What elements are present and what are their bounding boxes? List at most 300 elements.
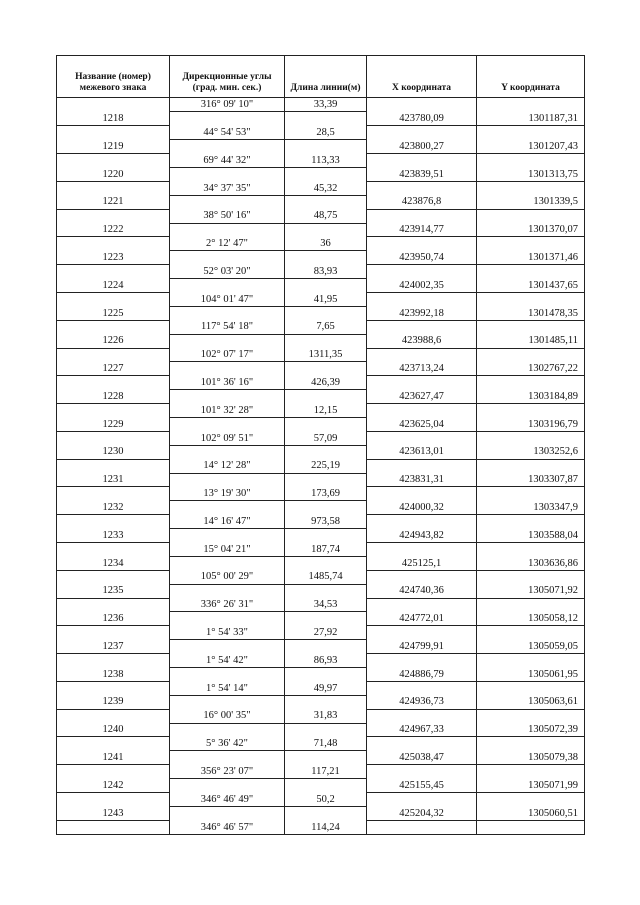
length-cell [285, 167, 367, 181]
y-cell: 1305071,92 [477, 584, 585, 598]
x-cell: 423627,47 [367, 390, 477, 404]
angle-cell [170, 473, 285, 487]
name-cell: 1237 [57, 640, 170, 654]
name-cell: 1238 [57, 668, 170, 682]
x-cell [367, 681, 477, 695]
name-cell: 1226 [57, 334, 170, 348]
name-cell [57, 348, 170, 362]
name-cell [57, 209, 170, 223]
angle-cell [170, 529, 285, 543]
name-cell: 1230 [57, 445, 170, 459]
length-cell [285, 334, 367, 348]
x-cell: 423988,6 [367, 334, 477, 348]
length-cell: 36 [285, 237, 367, 251]
x-cell [367, 404, 477, 418]
segment-row [57, 487, 585, 501]
y-cell [477, 431, 585, 445]
boundary-coordinates-table [56, 55, 585, 835]
y-cell [477, 376, 585, 390]
y-cell: 1303636,86 [477, 556, 585, 570]
length-cell: 33,39 [285, 98, 367, 112]
point-row [57, 306, 585, 320]
x-cell: 424967,33 [367, 723, 477, 737]
y-cell [477, 154, 585, 168]
name-cell: 1228 [57, 390, 170, 404]
name-cell [57, 820, 170, 834]
point-row [57, 695, 585, 709]
y-cell: 1301187,31 [477, 112, 585, 126]
name-cell [57, 154, 170, 168]
y-cell: 1303588,04 [477, 529, 585, 543]
name-cell [57, 709, 170, 723]
point-row [57, 640, 585, 654]
segment-row [57, 654, 585, 668]
segment-row [57, 515, 585, 529]
angle-cell [170, 195, 285, 209]
angle-cell [170, 334, 285, 348]
name-cell: 1222 [57, 223, 170, 237]
name-cell [57, 431, 170, 445]
x-cell [367, 765, 477, 779]
point-row [57, 584, 585, 598]
name-cell [57, 126, 170, 140]
y-cell: 1305059,05 [477, 640, 585, 654]
segment-row [57, 126, 585, 140]
segment-row [57, 626, 585, 640]
name-cell: 1242 [57, 779, 170, 793]
length-cell [285, 251, 367, 265]
x-cell [367, 487, 477, 501]
angle-cell [170, 723, 285, 737]
angle-cell: 316° 09' 10" [170, 98, 285, 112]
x-cell [367, 543, 477, 557]
x-cell [367, 320, 477, 334]
name-cell: 1218 [57, 112, 170, 126]
y-cell [477, 320, 585, 334]
y-cell [477, 98, 585, 112]
point-row [57, 723, 585, 737]
x-cell: 423914,77 [367, 223, 477, 237]
y-cell: 1305060,51 [477, 806, 585, 820]
name-cell [57, 598, 170, 612]
angle-cell: 69° 44' 32" [170, 154, 285, 168]
name-cell: 1225 [57, 306, 170, 320]
x-cell: 424936,73 [367, 695, 477, 709]
angle-cell: 14° 16' 47" [170, 515, 285, 529]
segment-row [57, 709, 585, 723]
length-cell [285, 779, 367, 793]
angle-cell: 101° 36' 16" [170, 376, 285, 390]
x-cell: 423713,24 [367, 362, 477, 376]
y-cell [477, 265, 585, 279]
angle-cell: 117° 54' 18" [170, 320, 285, 334]
angle-cell: 44° 54' 53" [170, 126, 285, 140]
length-cell: 34,53 [285, 598, 367, 612]
angle-cell: 52° 03' 20" [170, 265, 285, 279]
y-cell [477, 598, 585, 612]
angle-cell [170, 306, 285, 320]
length-cell [285, 445, 367, 459]
segment-row [57, 376, 585, 390]
x-cell: 425125,1 [367, 556, 477, 570]
x-cell: 423992,18 [367, 306, 477, 320]
name-cell: 1219 [57, 140, 170, 154]
x-cell: 424886,79 [367, 668, 477, 682]
y-cell [477, 793, 585, 807]
angle-cell: 101° 32' 28" [170, 404, 285, 418]
y-cell [477, 348, 585, 362]
length-cell: 50,2 [285, 793, 367, 807]
name-cell [57, 793, 170, 807]
length-cell: 225,19 [285, 459, 367, 473]
name-cell: 1240 [57, 723, 170, 737]
name-cell [57, 265, 170, 279]
point-row [57, 417, 585, 431]
length-cell: 1311,35 [285, 348, 367, 362]
name-cell [57, 626, 170, 640]
length-cell: 12,15 [285, 404, 367, 418]
length-cell [285, 195, 367, 209]
name-cell [57, 515, 170, 529]
angle-cell [170, 279, 285, 293]
angle-cell [170, 167, 285, 181]
y-cell: 1301437,65 [477, 279, 585, 293]
point-row [57, 445, 585, 459]
x-cell: 423800,27 [367, 140, 477, 154]
y-cell [477, 654, 585, 668]
length-cell [285, 806, 367, 820]
name-cell: 1231 [57, 473, 170, 487]
name-cell: 1232 [57, 501, 170, 515]
name-cell [57, 654, 170, 668]
angle-cell [170, 640, 285, 654]
segment-row [57, 209, 585, 223]
y-cell: 1305079,38 [477, 751, 585, 765]
length-cell [285, 112, 367, 126]
y-cell: 1301370,07 [477, 223, 585, 237]
x-cell [367, 209, 477, 223]
length-cell: 113,33 [285, 154, 367, 168]
name-cell [57, 292, 170, 306]
length-cell [285, 668, 367, 682]
name-cell [57, 459, 170, 473]
y-cell: 1303252,6 [477, 445, 585, 459]
length-cell: 114,24 [285, 820, 367, 834]
segment-row [57, 765, 585, 779]
x-cell: 423876,8 [367, 195, 477, 209]
header-y: Y координата [477, 56, 585, 98]
angle-cell: 1° 54' 14" [170, 681, 285, 695]
y-cell: 1301485,11 [477, 334, 585, 348]
angle-cell [170, 695, 285, 709]
length-cell [285, 612, 367, 626]
angle-cell [170, 251, 285, 265]
segment-row [57, 543, 585, 557]
point-row [57, 473, 585, 487]
point-row [57, 334, 585, 348]
angle-cell: 14° 12' 28" [170, 459, 285, 473]
y-cell [477, 404, 585, 418]
angle-cell: 15° 04' 21" [170, 543, 285, 557]
x-cell: 423831,31 [367, 473, 477, 487]
y-cell: 1303307,87 [477, 473, 585, 487]
angle-cell: 16° 00' 35" [170, 709, 285, 723]
segment-row [57, 681, 585, 695]
length-cell: 1485,74 [285, 570, 367, 584]
angle-cell [170, 112, 285, 126]
x-cell [367, 737, 477, 751]
angle-cell: 346° 46' 57" [170, 820, 285, 834]
point-row [57, 612, 585, 626]
x-cell [367, 237, 477, 251]
x-cell: 424002,35 [367, 279, 477, 293]
length-cell [285, 584, 367, 598]
y-cell [477, 515, 585, 529]
point-row [57, 167, 585, 181]
length-cell [285, 473, 367, 487]
segment-row [57, 181, 585, 195]
y-cell: 1301207,43 [477, 140, 585, 154]
y-cell [477, 765, 585, 779]
angle-cell [170, 556, 285, 570]
x-cell: 423950,74 [367, 251, 477, 265]
length-cell: 117,21 [285, 765, 367, 779]
length-cell [285, 529, 367, 543]
name-cell [57, 487, 170, 501]
y-cell [477, 237, 585, 251]
y-cell [477, 820, 585, 834]
segment-row [57, 431, 585, 445]
angle-cell: 102° 07' 17" [170, 348, 285, 362]
angle-cell [170, 445, 285, 459]
segment-row [57, 793, 585, 807]
y-cell [477, 543, 585, 557]
length-cell [285, 140, 367, 154]
length-cell [285, 417, 367, 431]
point-row [57, 806, 585, 820]
length-cell: 31,83 [285, 709, 367, 723]
segment-row [57, 404, 585, 418]
length-cell: 57,09 [285, 431, 367, 445]
point-row [57, 251, 585, 265]
angle-cell: 1° 54' 42" [170, 654, 285, 668]
x-cell [367, 181, 477, 195]
y-cell: 1302767,22 [477, 362, 585, 376]
x-cell [367, 376, 477, 390]
point-row [57, 779, 585, 793]
x-cell: 424772,01 [367, 612, 477, 626]
x-cell: 424000,32 [367, 501, 477, 515]
segment-row [57, 98, 585, 112]
name-cell: 1233 [57, 529, 170, 543]
length-cell [285, 695, 367, 709]
length-cell: 71,48 [285, 737, 367, 751]
x-cell [367, 820, 477, 834]
angle-cell: 13° 19' 30" [170, 487, 285, 501]
length-cell [285, 279, 367, 293]
table-header-row [57, 56, 585, 98]
x-cell: 423613,01 [367, 445, 477, 459]
angle-cell: 346° 46' 49" [170, 793, 285, 807]
x-cell: 423839,51 [367, 167, 477, 181]
point-row [57, 529, 585, 543]
x-cell: 424943,82 [367, 529, 477, 543]
point-row [57, 140, 585, 154]
length-cell: 973,58 [285, 515, 367, 529]
angle-cell [170, 223, 285, 237]
header-angle: Дирекционные углы (град. мин. сек.) [170, 56, 285, 98]
length-cell [285, 362, 367, 376]
x-cell [367, 515, 477, 529]
name-cell: 1229 [57, 417, 170, 431]
segment-row [57, 598, 585, 612]
name-cell: 1243 [57, 806, 170, 820]
x-cell [367, 98, 477, 112]
name-cell [57, 765, 170, 779]
angle-cell [170, 390, 285, 404]
angle-cell [170, 612, 285, 626]
y-cell: 1303196,79 [477, 417, 585, 431]
segment-row [57, 292, 585, 306]
x-cell [367, 431, 477, 445]
angle-cell [170, 751, 285, 765]
x-cell [367, 598, 477, 612]
length-cell [285, 223, 367, 237]
angle-cell [170, 584, 285, 598]
length-cell: 86,93 [285, 654, 367, 668]
x-cell [367, 654, 477, 668]
segment-row [57, 348, 585, 362]
header-name: Название (номер) межевого знака [57, 56, 170, 98]
length-cell: 49,97 [285, 681, 367, 695]
segment-row [57, 237, 585, 251]
angle-cell: 1° 54' 33" [170, 626, 285, 640]
y-cell [477, 737, 585, 751]
name-cell [57, 737, 170, 751]
name-cell [57, 543, 170, 557]
length-cell [285, 723, 367, 737]
x-cell [367, 126, 477, 140]
length-cell: 41,95 [285, 292, 367, 306]
angle-cell: 105° 00' 29" [170, 570, 285, 584]
name-cell [57, 681, 170, 695]
x-cell: 424740,36 [367, 584, 477, 598]
length-cell: 173,69 [285, 487, 367, 501]
name-cell: 1239 [57, 695, 170, 709]
length-cell: 27,92 [285, 626, 367, 640]
x-cell: 423625,04 [367, 417, 477, 431]
point-row [57, 112, 585, 126]
angle-cell: 104° 01' 47" [170, 292, 285, 306]
segment-row [57, 570, 585, 584]
angle-cell [170, 362, 285, 376]
y-cell [477, 292, 585, 306]
angle-cell: 2° 12' 47" [170, 237, 285, 251]
y-cell: 1301313,75 [477, 167, 585, 181]
x-cell [367, 292, 477, 306]
angle-cell: 102° 09' 51" [170, 431, 285, 445]
angle-cell [170, 501, 285, 515]
name-cell: 1236 [57, 612, 170, 626]
x-cell [367, 570, 477, 584]
y-cell: 1305071,99 [477, 779, 585, 793]
point-row [57, 195, 585, 209]
length-cell: 28,5 [285, 126, 367, 140]
name-cell [57, 404, 170, 418]
y-cell [477, 459, 585, 473]
name-cell: 1227 [57, 362, 170, 376]
header-length: Длина линии(м) [285, 56, 367, 98]
table-body [57, 98, 585, 835]
name-cell: 1221 [57, 195, 170, 209]
length-cell [285, 306, 367, 320]
length-cell [285, 556, 367, 570]
length-cell: 426,39 [285, 376, 367, 390]
point-row [57, 556, 585, 570]
length-cell: 187,74 [285, 543, 367, 557]
x-cell: 425155,45 [367, 779, 477, 793]
y-cell: 1305072,39 [477, 723, 585, 737]
length-cell: 48,75 [285, 209, 367, 223]
length-cell [285, 751, 367, 765]
angle-cell [170, 417, 285, 431]
x-cell: 423780,09 [367, 112, 477, 126]
segment-row [57, 265, 585, 279]
point-row [57, 279, 585, 293]
header-x: X координата [367, 56, 477, 98]
x-cell: 425204,32 [367, 806, 477, 820]
segment-row [57, 154, 585, 168]
y-cell: 1305058,12 [477, 612, 585, 626]
name-cell [57, 570, 170, 584]
y-cell [477, 487, 585, 501]
x-cell [367, 348, 477, 362]
angle-cell: 5° 36' 42" [170, 737, 285, 751]
angle-cell: 34° 37' 35" [170, 181, 285, 195]
point-row [57, 501, 585, 515]
angle-cell [170, 140, 285, 154]
name-cell [57, 320, 170, 334]
angle-cell [170, 806, 285, 820]
y-cell: 1301371,46 [477, 251, 585, 265]
length-cell [285, 501, 367, 515]
name-cell: 1234 [57, 556, 170, 570]
point-row [57, 751, 585, 765]
x-cell [367, 709, 477, 723]
name-cell [57, 237, 170, 251]
y-cell [477, 570, 585, 584]
y-cell [477, 126, 585, 140]
x-cell [367, 459, 477, 473]
angle-cell [170, 668, 285, 682]
y-cell [477, 626, 585, 640]
y-cell: 1301339,5 [477, 195, 585, 209]
point-row [57, 223, 585, 237]
length-cell [285, 390, 367, 404]
name-cell [57, 376, 170, 390]
y-cell [477, 181, 585, 195]
x-cell: 425038,47 [367, 751, 477, 765]
segment-row [57, 459, 585, 473]
x-cell [367, 793, 477, 807]
angle-cell: 356° 23' 07" [170, 765, 285, 779]
name-cell [57, 98, 170, 112]
angle-cell [170, 779, 285, 793]
x-cell [367, 265, 477, 279]
point-row [57, 668, 585, 682]
name-cell: 1220 [57, 167, 170, 181]
name-cell: 1223 [57, 251, 170, 265]
